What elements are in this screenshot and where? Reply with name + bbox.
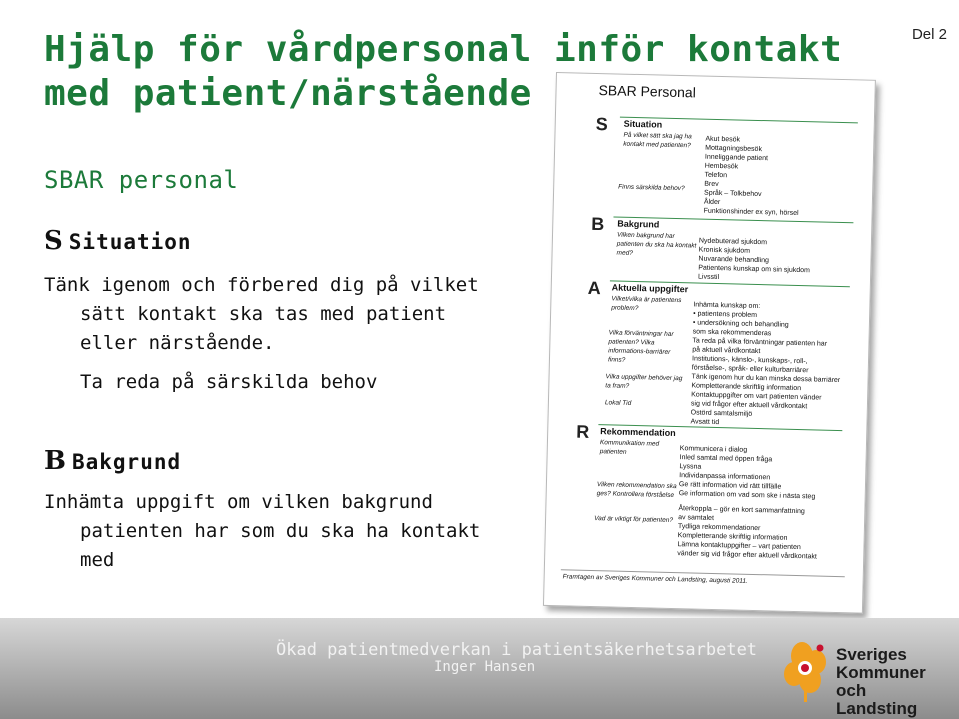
doc-b-item: Nydebuterad sjukdom — [698, 237, 768, 247]
background-letter: B — [44, 446, 66, 476]
doc-a-item: förståelse-, språk- eller kulturbarriärer — [691, 364, 809, 375]
doc-r-letter: R — [575, 421, 590, 442]
doc-b-letter: B — [591, 213, 605, 235]
doc-b-item: Nuvarande behandling — [698, 255, 769, 265]
doc-r-head: Rekommendation — [600, 426, 676, 439]
doc-a-item: Ostörd samtalsmiljö — [690, 409, 753, 418]
background-text: Inhämta uppgift om vilken bakgrund patienten har som du ska ha kontakt med — [44, 491, 481, 571]
doc-a-q2: Vilka förväntningar har patienten? Vilka informations-barriärer finns? — [607, 329, 674, 364]
doc-r-item: Lämna kontaktuppgifter – vart patienten — [677, 541, 801, 552]
doc-title: SBAR Personal — [598, 82, 697, 101]
doc-a-q3: Vilka uppgifter behöver jag ta fram? — [605, 373, 683, 390]
sbar-document — [543, 72, 876, 614]
doc-r-item: av samtalet — [678, 514, 715, 522]
doc-r-q3: Vad är viktigt för patienten? — [594, 515, 674, 524]
doc-s-q1: På vilket sätt ska jag ha kontakt med patienten? — [623, 131, 692, 150]
situation-word: Situation — [68, 230, 192, 254]
doc-r-q1: Kommunikation med patienten — [599, 439, 660, 456]
doc-r-item: Ge rätt information vid rätt tillfälle — [678, 481, 782, 491]
doc-a-item: Kontaktuppgifter om vart patienten vänder — [691, 391, 822, 402]
doc-a-item: Ta reda på vilka förväntningar patienten har — [692, 337, 828, 348]
doc-a-item: på aktuell vårdkontakt — [692, 346, 761, 356]
doc-a-q1: Vilket/vilka är patientens problem? — [611, 295, 682, 313]
doc-s-item: Brev — [704, 180, 719, 189]
skl-logo — [780, 636, 950, 718]
doc-s-list — [704, 135, 856, 220]
doc-r-item: Lyssna — [679, 463, 702, 471]
doc-r-item: Ge information om vad som ske i nästa steg — [678, 490, 816, 501]
doc-r-item: vänder sig vid frågor efter aktuell vårdkontakt — [677, 550, 818, 561]
doc-a-letter: A — [587, 277, 601, 299]
slide-subtitle: SBAR personal — [44, 166, 239, 194]
doc-b-head: Bakgrund — [617, 218, 660, 230]
doc-s-item: Inneliggande patient — [704, 153, 769, 163]
doc-s-item: Mottagningsbesök — [705, 144, 763, 154]
doc-r-item: Återkoppla – gör en kort sammanfattning — [678, 505, 805, 516]
doc-s-item: Funktionshinder ex syn, hörsel — [703, 207, 799, 217]
doc-a-list — [690, 300, 843, 430]
doc-a-item: Kompletterande skriftlig information — [691, 382, 802, 393]
doc-b-q1: Vilken bakgrund har patienten du ska ha kontakt med? — [616, 231, 697, 257]
skl-flower-logo-icon — [780, 636, 832, 704]
doc-a-item: • patientens problem — [693, 310, 758, 319]
doc-a-item: Inhämta kunskap om: — [693, 301, 761, 311]
doc-s-item: Ålder — [703, 198, 721, 207]
doc-r-q2: Vilken rekommendation ska ges? Kontrollera förståelse — [596, 481, 677, 500]
situation-letter: S — [44, 226, 63, 256]
part-label: Del 2 — [911, 26, 947, 43]
background-word: Bakgrund — [71, 450, 182, 474]
logo-line-2: Kommuner — [836, 663, 926, 682]
logo-line-3: och Landsting — [836, 681, 918, 718]
doc-a-q4: Lokal Tid — [604, 399, 632, 407]
doc-s-item: Akut besök — [705, 135, 741, 144]
doc-r-list — [677, 444, 830, 562]
doc-s-item: Telefon — [704, 171, 728, 180]
logo-line-1: Sveriges — [836, 645, 907, 664]
footer-title: Ökad patientmedverkan i patientsäkerhetsarbetet — [276, 640, 758, 660]
background-heading — [44, 446, 181, 476]
doc-a-item: som ska rekommenderas — [692, 328, 772, 338]
doc-a-item: sig vid frågor efter aktuell vårdkontakt — [690, 400, 808, 411]
doc-b-item: Kronisk sjukdom — [698, 246, 751, 255]
doc-footer: Framtagen av Sveriges Kommuner och Landsting, augusti 2011. — [562, 573, 748, 585]
doc-b-list — [698, 237, 849, 286]
situation-heading — [44, 226, 192, 256]
doc-s-letter: S — [595, 113, 608, 135]
doc-b-item: Patientens kunskap om sin sjukdom — [698, 264, 810, 275]
title-line-1: Hjälp för vårdpersonal inför kontakt — [44, 29, 843, 70]
doc-s-item: Språk – Tolkbehov — [703, 189, 762, 199]
doc-s-head: Situation — [623, 118, 663, 130]
doc-a-item: Tänk igenom hur du kan minska dessa barriärer — [691, 373, 841, 385]
doc-b-item: Livsstil — [697, 273, 720, 282]
doc-a-item: Avsatt tid — [690, 418, 720, 427]
footer-author: Inger Hansen — [434, 659, 536, 675]
title-line-2: med patient/närstående — [44, 73, 532, 114]
doc-s-q2: Finns särskilda behov? — [618, 183, 685, 193]
doc-r-item: Inled samtal med öppen fråga — [679, 454, 773, 464]
doc-a-head: Aktuella uppgifter — [611, 282, 689, 295]
doc-a-item: • undersökning och behandling — [692, 319, 789, 329]
situation-text: Tänk igenom och förbered dig på vilket sätt kontakt ska tas med patient eller närstående. — [44, 274, 479, 354]
doc-r-item: Kompletterande skriftlig information — [677, 532, 788, 542]
doc-r-item: Individanpassa informationen — [679, 472, 771, 482]
doc-a-item: Institutions-, känslo-, kunskaps-, roll-, — [691, 355, 808, 366]
situation-text-2: Ta reda på särskilda behov — [80, 371, 378, 393]
doc-s-item: Hembesök — [704, 162, 739, 171]
doc-r-item: Kommunicera i dialog — [679, 445, 748, 454]
doc-r-item: Tydliga rekommendationer — [677, 523, 761, 533]
